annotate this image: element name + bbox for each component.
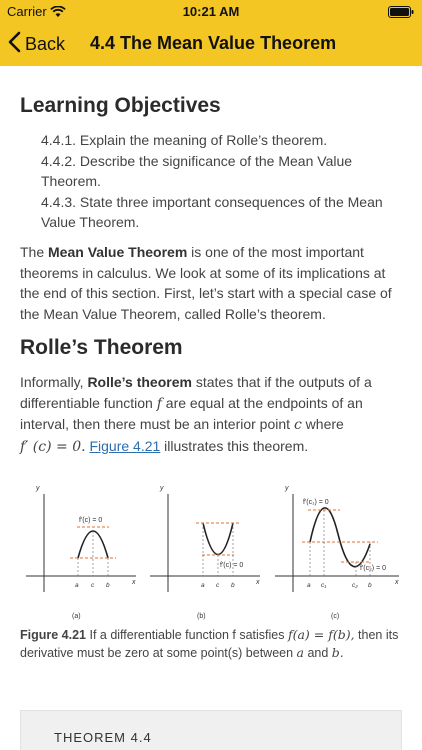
rolle-bold-term: Rolle’s theorem	[87, 374, 192, 390]
x-axis-label: x	[256, 579, 260, 586]
tick-a: a	[75, 582, 79, 589]
battery-icon	[388, 5, 414, 23]
rolle-text: states that if the outputs of a differentiable function	[20, 374, 372, 411]
panel-label-c: (c)	[331, 613, 340, 620]
tick-a: a	[307, 582, 311, 589]
y-axis-label: y	[36, 485, 40, 492]
rolle-text: where	[301, 416, 344, 432]
tick-c: c	[216, 582, 220, 589]
derivative-label: f′(c) = 0	[79, 517, 103, 524]
status-bar	[0, 0, 422, 22]
figure-link[interactable]: Figure 4.21	[89, 437, 161, 454]
tick-a: a	[201, 582, 205, 589]
navigation-bar	[0, 22, 422, 66]
caption-text: then its derivative must be zero at some point(s) between	[20, 628, 399, 660]
intro-text-rest: is one of the most important theorems in calculus. We look at some of its implications at the end of this section. First, let’s start with a special case of the Mean Value Theorem, called Rolle’s theorem.	[20, 244, 392, 322]
rolle-text: Informally,	[20, 374, 88, 390]
y-axis-label: y	[285, 485, 289, 492]
caption-text: If a differentiable function f satisfies	[86, 628, 288, 642]
caption-math-a: a	[296, 645, 304, 660]
panel-label-a: (a)	[72, 613, 81, 620]
tick-c1: c₁	[321, 582, 327, 589]
content-scroll[interactable]	[0, 66, 422, 750]
objective-item: 4.4.1. Explain the meaning of Rolle’s theorem.	[41, 132, 328, 148]
tick-b: b	[106, 582, 110, 589]
x-axis-label: x	[132, 579, 136, 586]
intro-text: The	[20, 244, 49, 260]
tick-c: c	[91, 582, 95, 589]
intro-bold-term: Mean Value Theorem	[48, 244, 188, 260]
rolle-text: are equal at the endpoints of an interval, then there must be an interior point	[20, 394, 363, 432]
objective-item: 4.4.3. State three important consequences of the Mean Value Theorem.	[41, 193, 383, 230]
math-c: c	[293, 417, 302, 433]
figure-panel-a	[26, 485, 136, 620]
objectives-list	[41, 130, 403, 233]
panel-label-b: (b)	[197, 613, 206, 620]
back-button[interactable]	[8, 30, 65, 58]
math-f: f	[156, 395, 162, 412]
caption-math-b: b.	[331, 645, 344, 660]
derivative-label-1: f′(c₁) = 0	[303, 499, 329, 506]
caption-text: and	[303, 646, 332, 660]
caption-math: f(a) = f(b),	[287, 627, 355, 642]
status-time: 10:21 AM	[182, 4, 240, 19]
derivative-label: f′(c) = 0	[220, 562, 244, 569]
y-axis-label: y	[160, 485, 164, 492]
curve-b	[203, 523, 233, 555]
chevron-left-icon	[8, 31, 21, 58]
curve-c	[310, 508, 370, 567]
tick-b: b	[231, 582, 235, 589]
rolles-theorem-heading: Rolle’s Theorem	[20, 336, 183, 359]
learning-objectives-heading: Learning Objectives	[20, 94, 221, 117]
rolle-text: illustrates this theorem.	[160, 437, 309, 454]
figure-panel-c	[275, 485, 399, 620]
theorem-box	[20, 710, 402, 750]
back-label: Back	[25, 33, 66, 54]
caption-figure-number: Figure 4.21	[20, 628, 86, 642]
x-axis-label: x	[395, 579, 399, 586]
tick-c2: c₂	[352, 582, 358, 589]
rolle-paragraph	[20, 372, 402, 457]
carrier-label: Carrier	[7, 4, 47, 19]
intro-paragraph	[20, 242, 402, 324]
figure-caption	[20, 626, 402, 662]
theorem-title: THEOREM 4.4	[54, 730, 152, 745]
page-title: 4.4 The Mean Value Theorem	[90, 33, 337, 53]
math-derivative-equation: f′ (c) = 0.	[20, 438, 86, 455]
figure-panel-b	[150, 485, 260, 620]
rolle-figure	[20, 476, 402, 626]
derivative-label-2: f′(c₂) = 0	[360, 565, 387, 572]
objective-item: 4.4.2. Describe the significance of the Mean Value Theorem.	[41, 152, 353, 189]
tick-b: b	[368, 582, 372, 589]
